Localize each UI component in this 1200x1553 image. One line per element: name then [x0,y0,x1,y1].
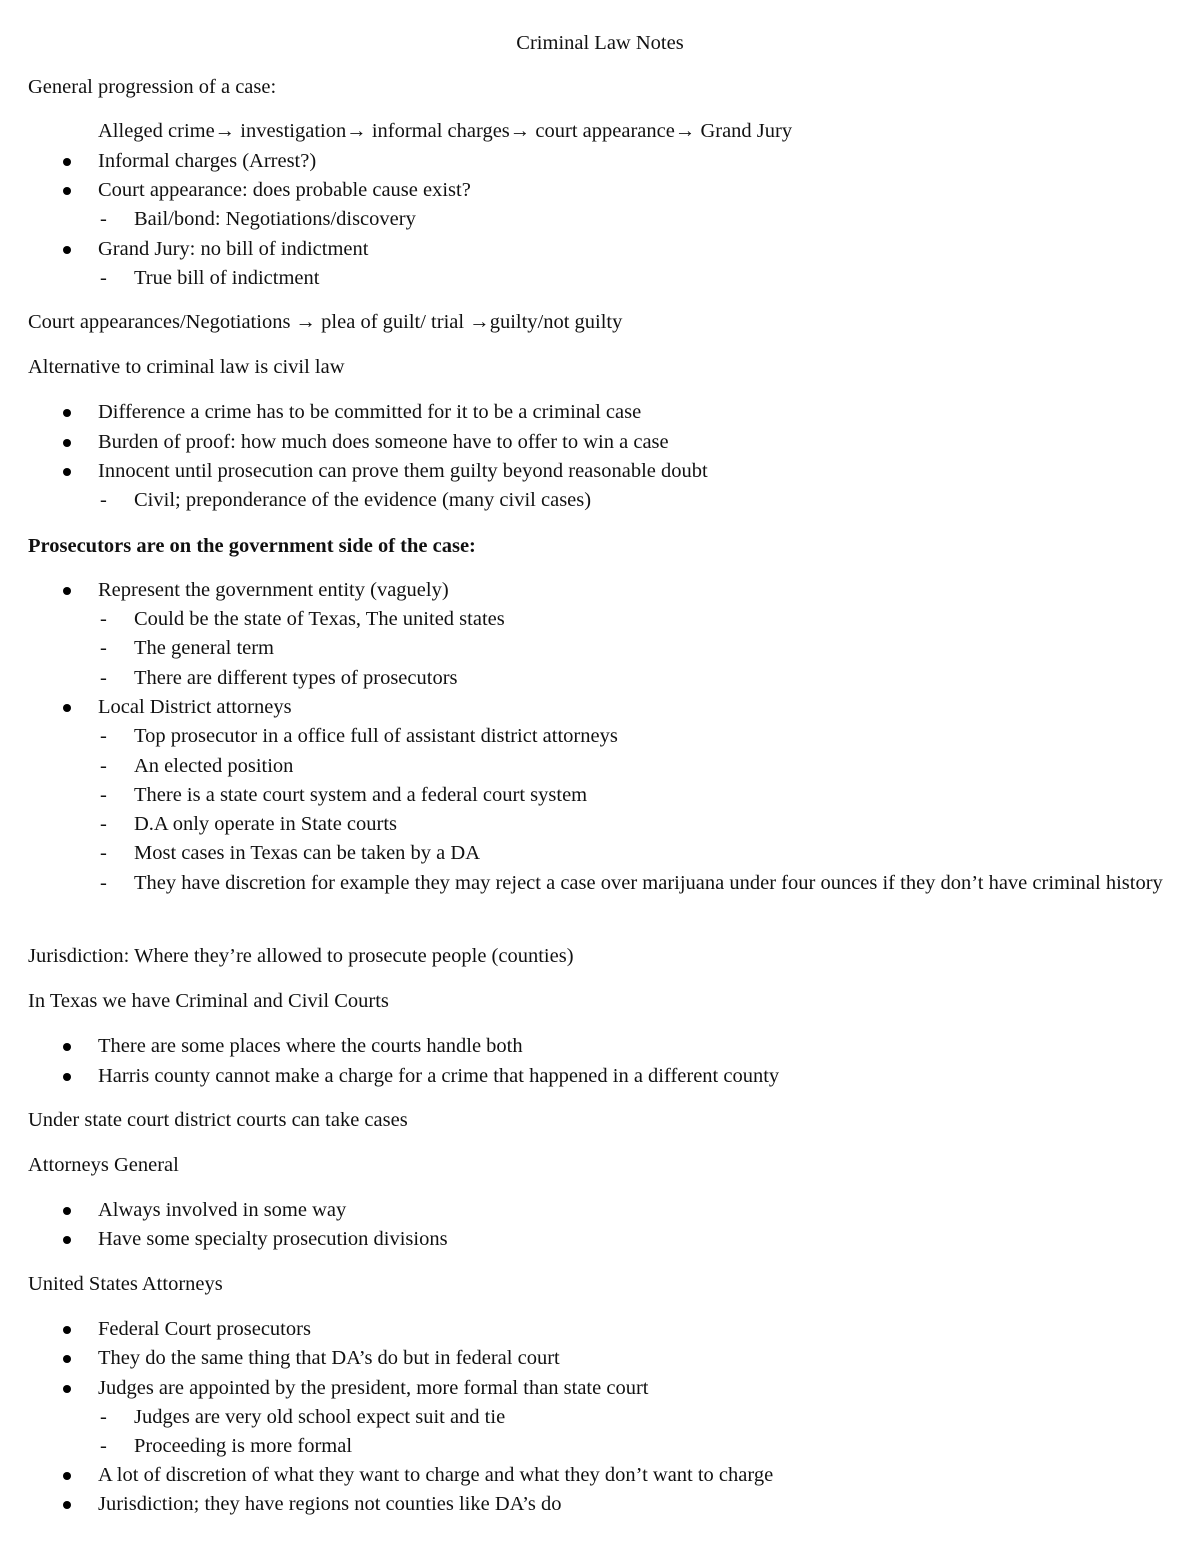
section-heading: Prosecutors are on the government side of the case: [28,535,476,557]
dash-subitem: - Top prosecutor in a office full of assistant district attorneys [134,722,1174,752]
bullet-item: Always involved in some way [98,1196,346,1226]
bullet-item: Local District attorneys [98,693,292,723]
paragraph: Alternative to criminal law is civil law [28,356,345,378]
paragraph: Jurisdiction: Where they’re allowed to prosecute people (counties) [28,945,574,967]
dash-subitem: - Could be the state of Texas, The united states [134,605,1174,635]
dash-subitem: - Proceeding is more formal [134,1432,1174,1462]
paragraph: Attorneys General [28,1154,179,1176]
dash-subitem: - There are different types of prosecutors [134,664,1174,694]
paragraph: In Texas we have Criminal and Civil Courts [28,990,389,1012]
paragraph: United States Attorneys [28,1273,223,1295]
bullet-item: Innocent until prosecution can prove them guilty beyond reasonable doubt [98,457,708,487]
bullet-item: Harris county cannot make a charge for a crime that happened in a different county [98,1062,779,1092]
bullet-item: Jurisdiction; they have regions not counties like DA’s do [98,1490,561,1520]
bullet-item: Judges are appointed by the president, more formal than state court [98,1374,648,1404]
dash-subitem: - Civil; preponderance of the evidence (many civil cases) [134,486,1174,516]
bullet-item: Have some specialty prosecution divisions [98,1225,448,1255]
flow-line: Alleged crime→ investigation→ informal charges→ court appearance→ Grand Jury [98,120,793,142]
dash-subitem: - D.A only operate in State courts [134,810,1174,840]
bullet-item: Difference a crime has to be committed for it to be a criminal case [98,398,641,428]
bullet-item: Represent the government entity (vaguely) [98,576,449,606]
bullet-item: Court appearance: does probable cause exist? [98,176,471,206]
bullet-item: There are some places where the courts handle both [98,1032,523,1062]
dash-subitem: - Most cases in Texas can be taken by a DA [134,839,1174,869]
dash-subitem: - True bill of indictment [134,264,1174,294]
dash-subitem: - There is a state court system and a federal court system [134,781,1174,811]
bullet-item: Grand Jury: no bill of indictment [98,235,368,265]
dash-subitem: - Bail/bond: Negotiations/discovery [134,205,1174,235]
dash-subitem: - They have discretion for example they may reject a case over marijuana under four ounces if they don’t have criminal history [134,869,1174,899]
document-title: Criminal Law Notes [516,32,684,54]
bullet-item: Federal Court prosecutors [98,1315,311,1345]
paragraph: General progression of a case: [28,76,277,98]
bullet-item: Burden of proof: how much does someone have to offer to win a case [98,428,669,458]
dash-subitem: - Judges are very old school expect suit and tie [134,1403,1174,1433]
bullet-item: A lot of discretion of what they want to charge and what they don’t want to charge [98,1461,773,1491]
paragraph: Court appearances/Negotiations → plea of guilt/ trial →guilty/not guilty [28,311,623,333]
bullet-item: They do the same thing that DA’s do but in federal court [98,1344,560,1374]
dash-subitem: - An elected position [134,752,1174,782]
bullet-item: Informal charges (Arrest?) [98,147,316,177]
paragraph: Under state court district courts can take cases [28,1109,408,1131]
dash-subitem: - The general term [134,634,1174,664]
